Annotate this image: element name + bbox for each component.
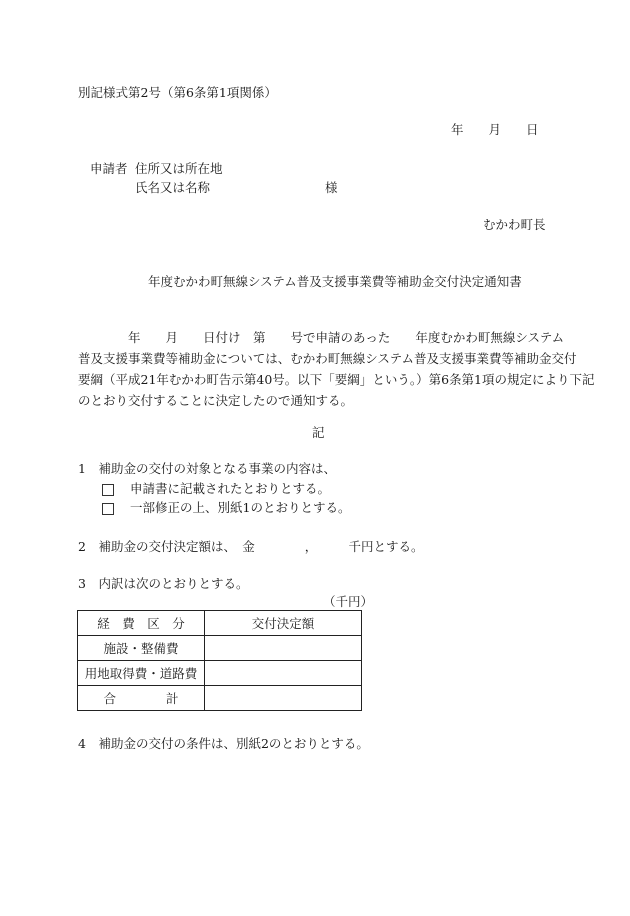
checkbox-icon xyxy=(102,484,114,496)
table-header-cell: 経 費 区 分 xyxy=(78,611,205,636)
item-1: 1 補助金の交付の対象となる事業の内容は、 xyxy=(78,461,336,476)
item-1-option xyxy=(102,483,330,496)
table-cell: 用地取得費・道路費 xyxy=(78,661,205,686)
table-cell: 合 計 xyxy=(78,686,205,711)
breakdown-table xyxy=(77,610,362,711)
table-row xyxy=(78,661,362,686)
name-label: 氏名又は名称 xyxy=(135,180,211,195)
honorific: 様 xyxy=(325,180,338,195)
table-header-cell: 交付決定額 xyxy=(205,611,362,636)
body-paragraph xyxy=(78,327,595,411)
item-1-option-label: 申請書に記載されたとおりとする。 xyxy=(129,481,330,496)
item-3: 3 内訳は次のとおりとする。 xyxy=(78,576,249,591)
item-1-option xyxy=(102,502,350,515)
item-4: 4 補助金の交付の条件は、別紙2のとおりとする。 xyxy=(78,736,369,751)
table-header-row xyxy=(78,611,362,636)
table-cell xyxy=(205,661,362,686)
body-line: 年 月 日付け 第 号で申請のあった 年度むかわ町無線システム xyxy=(78,330,565,345)
table-cell xyxy=(205,686,362,711)
body-line: 要綱（平成21年むかわ町告示第40号。以下「要綱」という。）第6条第1項の規定により下記 xyxy=(78,372,595,387)
table-row xyxy=(78,686,362,711)
table-row xyxy=(78,636,362,661)
ki-heading: 記 xyxy=(312,425,325,440)
checkbox-icon xyxy=(102,503,114,515)
date-line: 年 月 日 xyxy=(451,122,539,137)
body-line: 普及支援事業費等補助金については、むかわ町無線システム普及支援事業費等補助金交付 xyxy=(78,351,577,366)
body-line: のとおり交付することに決定したので通知する。 xyxy=(78,393,354,408)
document-title: 年度むかわ町無線システム普及支援事業費等補助金交付決定通知書 xyxy=(148,274,522,289)
unit-label: （千円） xyxy=(323,594,374,609)
address-label: 住所又は所在地 xyxy=(135,161,223,176)
item-2: 2 補助金の交付決定額は、 金 ， 千円とする。 xyxy=(78,539,424,554)
table-cell: 施設・整備費 xyxy=(78,636,205,661)
table-cell xyxy=(205,636,362,661)
item-1-option-label: 一部修正の上、別紙1のとおりとする。 xyxy=(129,500,351,515)
form-label: 別記様式第2号（第6条第1項関係） xyxy=(78,85,277,100)
applicant-label: 申請者 xyxy=(90,161,128,176)
issuer: むかわ町長 xyxy=(483,217,546,232)
